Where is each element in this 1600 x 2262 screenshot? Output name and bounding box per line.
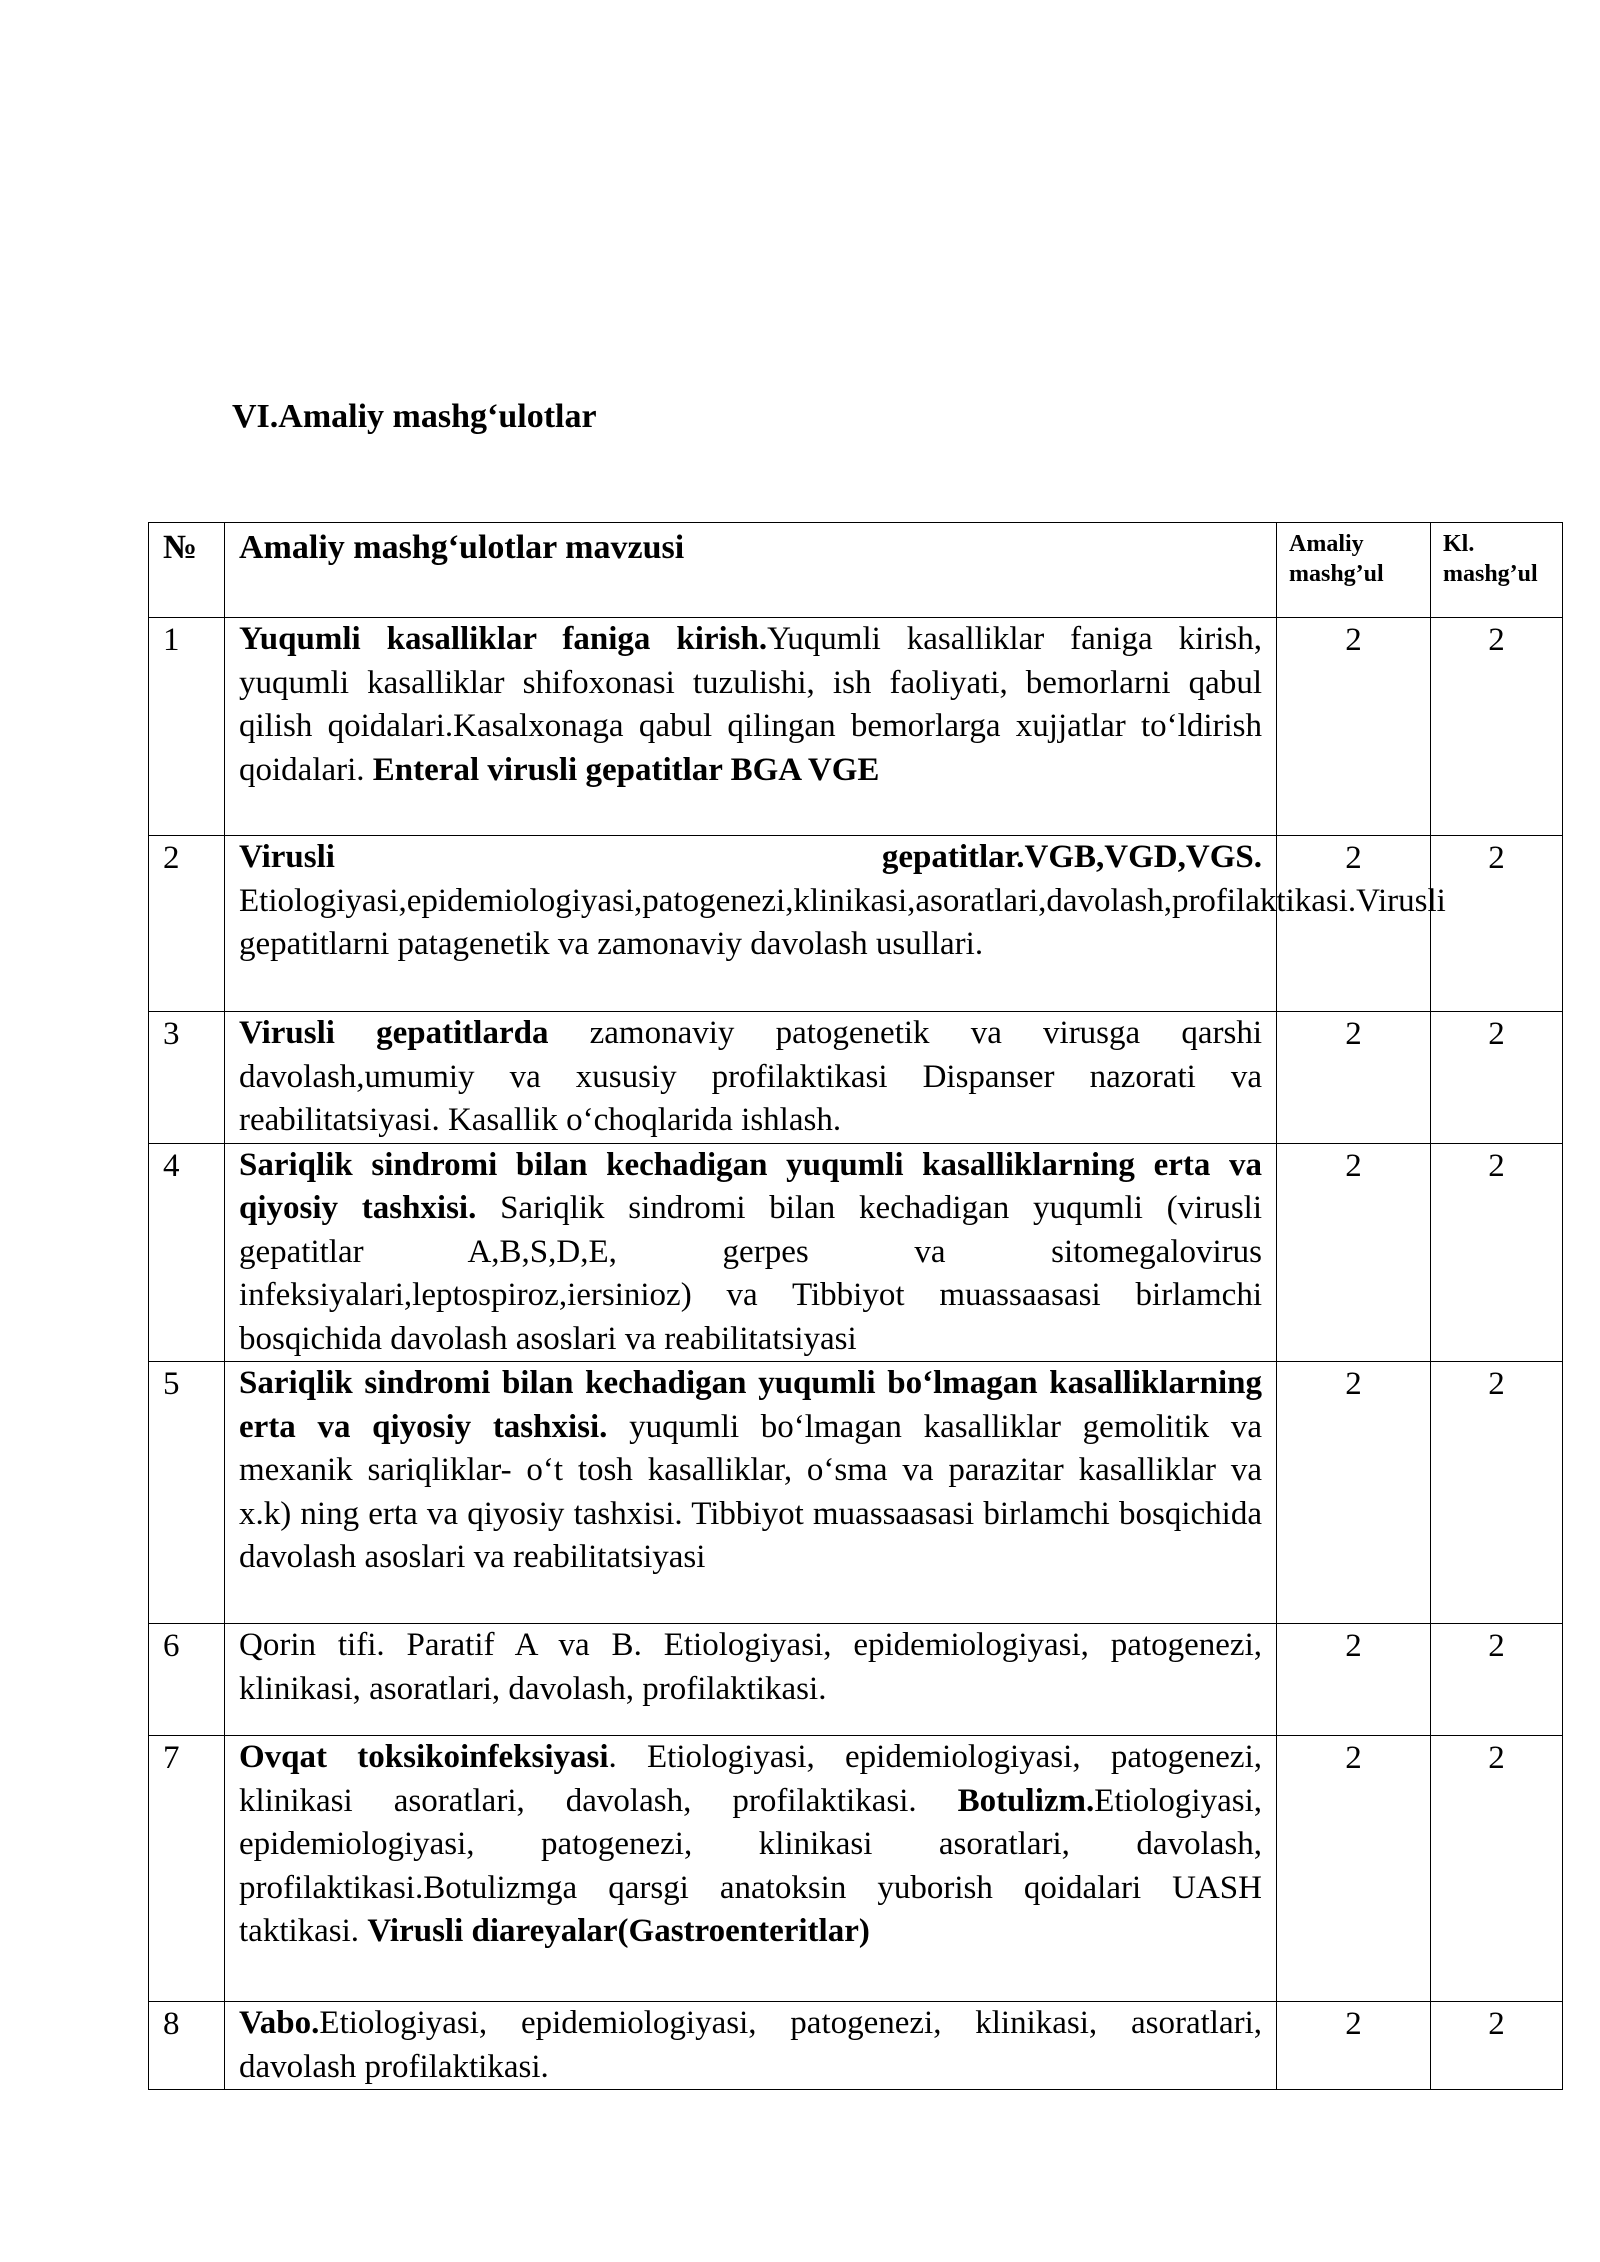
row-topic [225, 618, 1277, 836]
row-number: 4 [149, 1143, 225, 1362]
row-number: 7 [149, 1736, 225, 2002]
practical-hours: 2 [1277, 836, 1431, 1012]
topic-text: Etiologiyasi,epidemiologiyasi,patogenezi,klinikasi,asoratlari,davolash,profilaktikasi.Virusli gepatitlarni patagenetik va zamonaviy davolash usullari. [239, 882, 1446, 962]
table-row [149, 1143, 1563, 1362]
topic-text: yuqumli bo‘lmagan kasalliklar gemolitik va mexanik sariqliklar- o‘t tosh kasalliklar, o‘sma va parazitar kasalliklar va x.k) ning erta va qiyosiy tashxisi. Tibbiyot muassaasasi birlamchi bosqichida davolash asoslari va reabilitatsiyasi [239, 1408, 1262, 1575]
practical-hours: 2 [1277, 1143, 1431, 1362]
header-practical-hours: Amaliy mashg’ul [1277, 523, 1431, 618]
topic-text: zamonaviy patogenetik va virusga qarshi davolash,umumiy va xususiy profilaktikasi Dispanser nazorati va reabilitatsiyasi. Kasallik o‘choqlarida ishlash. [239, 1015, 1262, 1138]
table-body [149, 618, 1563, 2090]
practical-hours: 2 [1277, 1624, 1431, 1736]
clinical-hours: 2 [1431, 1362, 1563, 1624]
row-topic [225, 2002, 1277, 2090]
clinical-hours: 2 [1431, 1143, 1563, 1362]
topic-heading: Ovqat toksikoinfeksiyasi [239, 1739, 609, 1775]
row-topic [225, 1736, 1277, 2002]
topic-heading: Virusli gepatitlar.VGB,VGD,VGS. [239, 839, 1262, 875]
row-topic [225, 1362, 1277, 1624]
row-topic [225, 1143, 1277, 1362]
topic-text: Qorin tifi. Paratif A va B. Etiologiyasi, epidemiologiyasi, patogenezi, klinikasi, asoratlari, davolash, profilaktikasi. [239, 1627, 1262, 1707]
row-number: 6 [149, 1624, 225, 1736]
row-number: 2 [149, 836, 225, 1012]
clinical-hours: 2 [1431, 1736, 1563, 2002]
practical-hours: 2 [1277, 2002, 1431, 2090]
practical-hours: 2 [1277, 618, 1431, 836]
clinical-hours: 2 [1431, 2002, 1563, 2090]
table-row [149, 1736, 1563, 2002]
table-row [149, 2002, 1563, 2090]
clinical-hours: 2 [1431, 1012, 1563, 1144]
row-topic [225, 836, 1446, 1012]
topic-heading: Botulizm. [957, 1782, 1095, 1819]
topic-heading: Vabo. [239, 2005, 320, 2041]
row-topic [225, 1012, 1277, 1144]
practical-hours: 2 [1277, 1012, 1431, 1144]
topic-heading: Sariqlik sindromi bilan kechadigan yuqumli kasalliklarning erta va qiyosiy tashxisi. [239, 1146, 1262, 1226]
table-row [149, 1624, 1563, 1736]
clinical-hours: 2 [1431, 836, 1563, 1012]
topic-text: . Etiologiyasi, epidemiologiyasi, patogenezi, klinikasi asoratlari, davolash, profilaktikasi. [239, 1739, 1262, 1819]
topic-text: Yuqumli kasalliklar faniga kirish, yuqumli kasalliklar shifoxonasi tuzulishi, ish faoliyati, bemorlarni qabul qilish qoidalari.Kasalxonaga qabul qilingan bemorlarga xujjatlar to‘ldirish qoidalari. [239, 621, 1262, 788]
topic-heading: Enteral virusli gepatitlar BGA VGE [372, 751, 880, 788]
row-number: 1 [149, 618, 225, 836]
topic-heading: Yuqumli kasalliklar faniga kirish. [239, 621, 768, 657]
practical-hours: 2 [1277, 1362, 1431, 1624]
header-clinical-hours: Kl. mashg’ul [1431, 523, 1563, 618]
topic-heading: Sariqlik sindromi bilan kechadigan yuqumli bo‘lmagan kasalliklarning erta va qiyosiy tashxisi. [239, 1365, 1262, 1445]
topic-text: Sariqlik sindromi bilan kechadigan yuqumli (virusli gepatitlar A,B,S,D,E, gerpes va sitomegalovirus infeksiyalari,leptospiroz,iersinioz) va Tibbiyot muassaasasi birlamchi bosqichida davolash asoslari va reabilitatsiyasi [239, 1190, 1262, 1357]
table-header-row [149, 523, 1563, 618]
practical-lessons-table [148, 522, 1563, 2090]
clinical-hours: 2 [1431, 618, 1563, 836]
table-row [149, 836, 1563, 1012]
topic-text: Etiologiyasi, epidemiologiyasi, patogenezi, klinikasi, asoratlari, davolash profilaktikasi. [239, 2005, 1262, 2085]
header-number: № [149, 523, 225, 618]
topic-heading: Virusli diareyalar(Gastroenteritlar) [367, 1913, 870, 1949]
topic-heading: Virusli gepatitlarda [239, 1015, 549, 1051]
topic-text: Etiologiyasi, epidemiologiyasi, patogenezi, klinikasi asoratlari, davolash, profilaktikasi.Botulizmga qarsgi anatoksin yuborish qoidalari UASH taktikasi. [239, 1782, 1262, 1949]
practical-hours: 2 [1277, 1736, 1431, 2002]
row-number: 5 [149, 1362, 225, 1624]
row-topic [225, 1624, 1277, 1736]
table-row [149, 618, 1563, 836]
table-row [149, 1012, 1563, 1144]
row-number: 8 [149, 2002, 225, 2090]
table-row [149, 1362, 1563, 1624]
clinical-hours: 2 [1431, 1624, 1563, 1736]
section-title: VI.Amaliy mashg‘ulotlar [232, 398, 597, 435]
header-topic: Amaliy mashg‘ulotlar mavzusi [225, 523, 1277, 618]
row-number: 3 [149, 1012, 225, 1144]
